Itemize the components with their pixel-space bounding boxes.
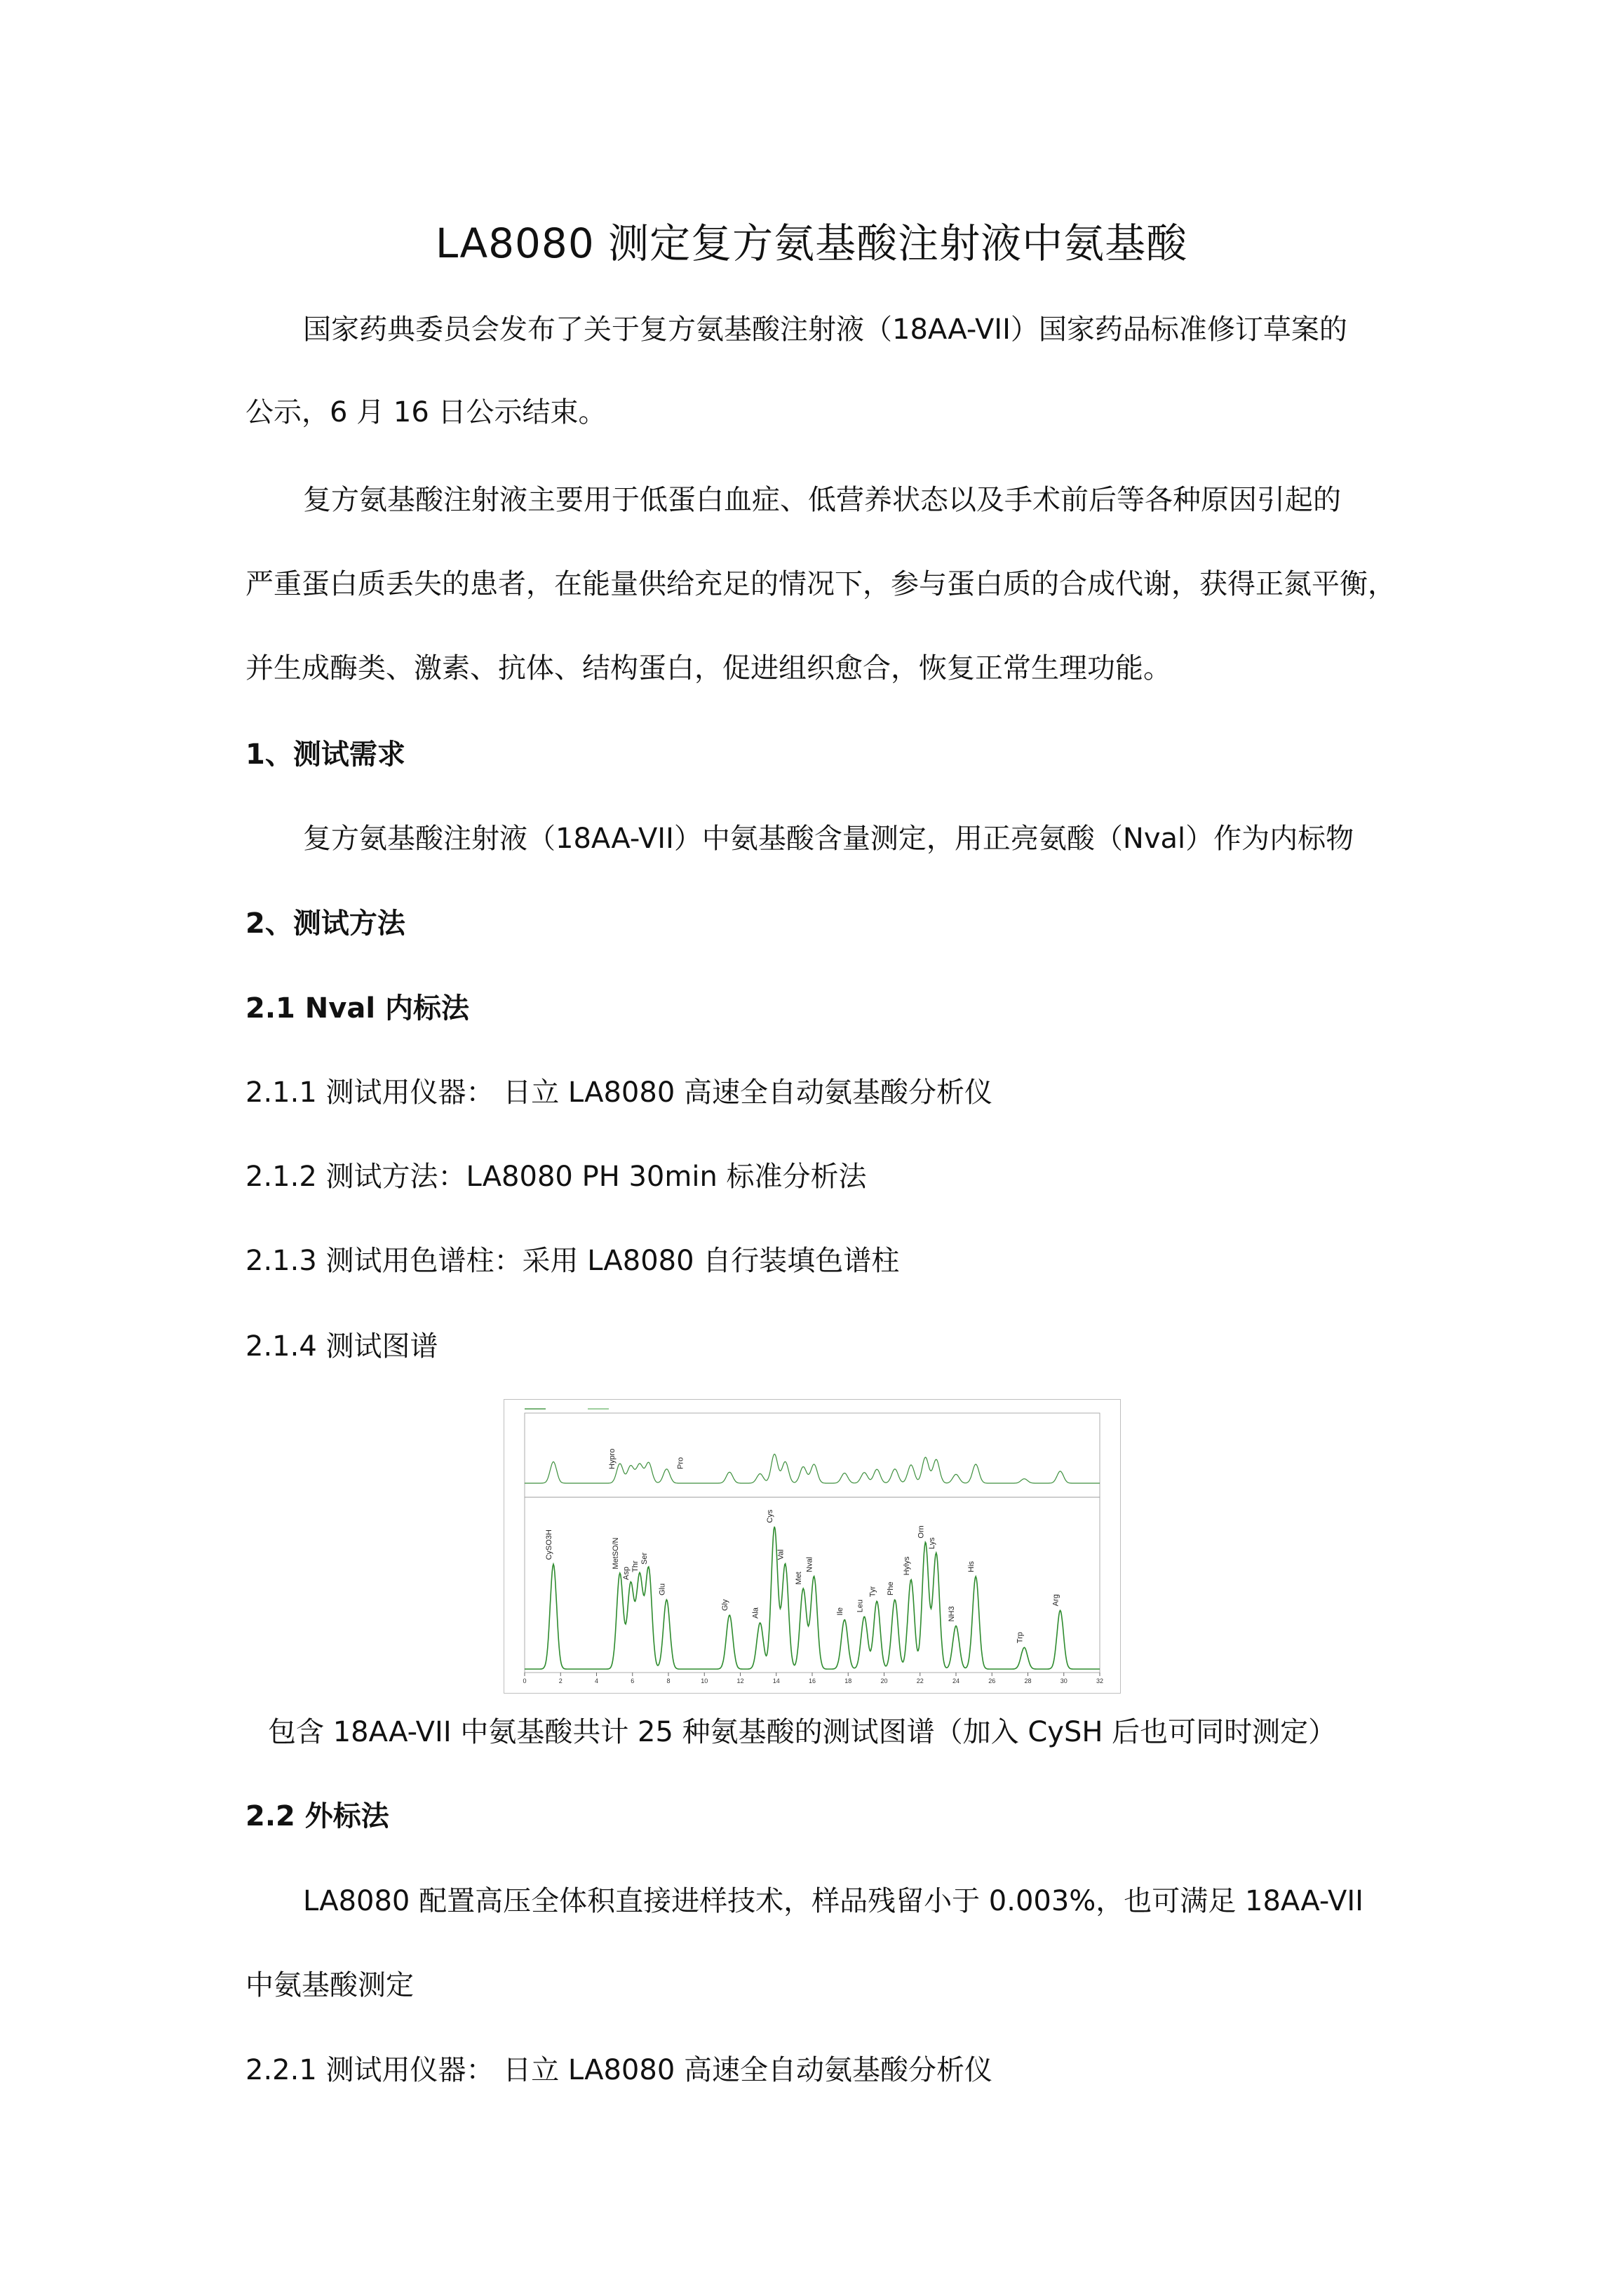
peak-label: Nval (805, 1556, 814, 1572)
x-tick-label: 22 (916, 1677, 924, 1684)
section-1-heading: 1、测试需求 (245, 738, 405, 771)
peak-label: Lys (927, 1537, 936, 1549)
top-peak-label: Hypro (608, 1448, 617, 1469)
paragraph-2-line-3: 并生成酶类、激素、抗体、结构蛋白，促进组织愈合，恢复正常生理功能。 (245, 652, 1171, 684)
peak-label: Asp (622, 1567, 631, 1580)
paragraph-1-line-1: 国家药典委员会发布了关于复方氨基酸注射液（18AA-VII）国家药品标准修订草案的 (303, 313, 1347, 346)
peak-label: Ala (751, 1607, 760, 1619)
x-tick-label: 6 (631, 1677, 635, 1684)
peak-label: Glu (658, 1583, 667, 1595)
section-2-2-line-1: LA8080 配置高压全体积直接进样技术，样品残留小于 0.003%，也可满足 18AA-VII (303, 1885, 1363, 1917)
peak-label: His (967, 1561, 976, 1572)
peak-label: CySO3H (545, 1529, 553, 1560)
x-tick-label: 0 (523, 1677, 527, 1684)
figure-caption: 包含 18AA-VII 中氨基酸共计 25 种氨基酸的测试图谱（加入 CySH 后也可同时测定） (268, 1716, 1337, 1748)
peak-label: Phe (886, 1581, 895, 1595)
x-tick-label: 16 (808, 1677, 816, 1684)
x-tick-label: 32 (1096, 1677, 1104, 1684)
peak-label: Ile (836, 1607, 845, 1616)
paragraph-2-line-2: 严重蛋白质丢失的患者，在能量供给充足的情况下，参与蛋白质的合成代谢，获得正氮平衡， (245, 568, 1396, 600)
section-2-1-4: 2.1.4 测试图谱 (245, 1330, 438, 1363)
section-2-1-1: 2.1.1 测试用仪器： 日立 LA8080 高速全自动氨基酸分析仪 (245, 1076, 992, 1109)
peak-label: Hylys (902, 1556, 911, 1576)
peak-label: Arg (1051, 1594, 1060, 1607)
chromatogram-svg (504, 1399, 1121, 1694)
x-tick-label: 4 (594, 1677, 599, 1684)
section-2-1-2: 2.1.2 测试方法：LA8080 PH 30min 标准分析法 (245, 1161, 867, 1193)
peak-label: Cys (766, 1509, 775, 1523)
peak-label: Val (776, 1549, 786, 1560)
section-2-heading: 2、测试方法 (245, 907, 405, 940)
peak-label: MetSO/N (611, 1537, 620, 1569)
section-2-2-line-2: 中氨基酸测定 (245, 1969, 414, 2001)
peak-label: Orn (917, 1525, 926, 1539)
top-peak-label: Pro (676, 1457, 685, 1469)
x-tick-label: 18 (844, 1677, 852, 1684)
x-tick-label: 30 (1060, 1677, 1068, 1684)
x-tick-label: 2 (558, 1677, 563, 1684)
peak-label: Ser (640, 1552, 649, 1565)
peak-label: Trp (1016, 1632, 1025, 1644)
section-1-text: 复方氨基酸注射液（18AA-VII）中氨基酸含量测定，用正亮氨酸（Nval）作为内标物 (303, 823, 1354, 855)
peak-label: Leu (856, 1599, 865, 1613)
section-2-2-1: 2.2.1 测试用仪器： 日立 LA8080 高速全自动氨基酸分析仪 (245, 2054, 992, 2086)
paragraph-2-line-1: 复方氨基酸注射液主要用于低蛋白血症、低营养状态以及手术前后等各种原因引起的 (303, 484, 1341, 516)
x-tick-label: 14 (772, 1677, 780, 1684)
x-tick-label: 12 (736, 1677, 744, 1684)
peak-label: Thr (631, 1560, 640, 1572)
x-tick-label: 10 (701, 1677, 708, 1684)
x-tick-label: 8 (666, 1677, 671, 1684)
section-2-1-heading: 2.1 Nval 内标法 (245, 992, 469, 1025)
peak-label: Met (795, 1572, 804, 1585)
section-2-2-heading: 2.2 外标法 (245, 1800, 389, 1832)
document-title: LA8080 测定复方氨基酸注射液中氨基酸 (435, 220, 1188, 267)
peak-label: Tyr (868, 1586, 877, 1598)
chromatogram-figure (504, 1399, 1121, 1694)
paragraph-1-line-2: 公示，6 月 16 日公示结束。 (245, 396, 607, 428)
x-tick-label: 28 (1024, 1677, 1032, 1684)
x-tick-label: 24 (952, 1677, 960, 1684)
section-2-1-3: 2.1.3 测试用色谱柱：采用 LA8080 自行装填色谱柱 (245, 1245, 900, 1277)
peak-label: Gly (721, 1599, 730, 1611)
peak-label: NH3 (948, 1606, 956, 1622)
x-tick-label: 20 (880, 1677, 888, 1684)
x-tick-label: 26 (988, 1677, 996, 1684)
